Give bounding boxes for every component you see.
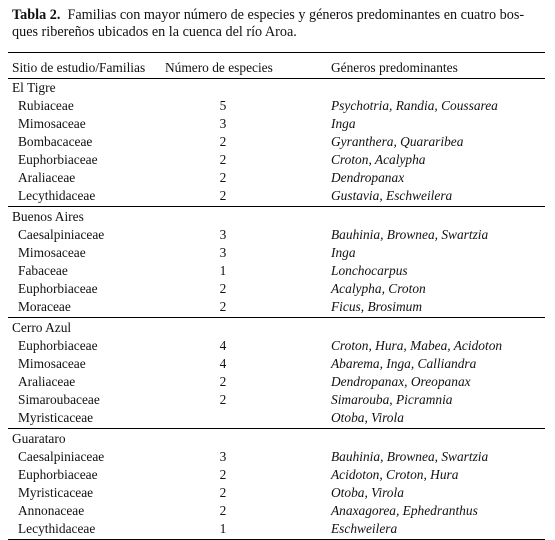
species-count: 3 [219,245,227,260]
table-header-row [0,59,555,77]
table-row [0,391,555,409]
table-row [0,244,555,262]
family-name: Araliaceae [18,374,76,389]
genera-names: Gustavia, Eschweilera [331,188,453,203]
family-name: Mimosaceae [18,116,86,131]
species-count: 4 [219,338,227,353]
species-count: 2 [219,170,227,185]
site-row [0,79,555,97]
genera-names: Croton, Acalypha [331,152,426,167]
site-name: Guarataro [12,431,66,446]
table-row [0,262,555,280]
site-name: Buenos Aires [12,209,84,224]
family-name: Mimosaceae [18,356,86,371]
table-row [0,169,555,187]
table-row [0,337,555,355]
species-count: 3 [219,227,227,242]
species-count: 4 [219,356,227,371]
genera-names: Bauhinia, Brownea, Swartzia [331,449,489,464]
site-name: El Tigre [12,80,56,95]
caption-text-1: Familias con mayor número de especies y géneros predominantes en cuatro bos- [67,7,525,23]
genera-names: Gyranthera, Quararibea [331,134,464,149]
caption-line-1 [12,7,547,24]
genera-names: Eschweilera [331,521,398,536]
family-name: Euphorbiaceae [18,338,98,353]
species-count: 3 [219,116,227,131]
genera-names: Dendropanax, Oreopanax [331,374,471,389]
genera-names: Ficus, Brosimum [331,299,423,314]
family-name: Lecythidaceae [18,188,96,203]
header-species-count: Número de especies [165,60,273,75]
table-row [0,355,555,373]
table-row [0,373,555,391]
species-count: 2 [219,392,227,407]
genera-names: Otoba, Virola [331,410,404,425]
species-count: 2 [219,374,227,389]
table-row [0,97,555,115]
family-name: Myristicaceae [18,410,94,425]
genera-names: Anaxagorea, Ephedranthus [331,503,478,518]
caption-text-2: ques ribereños ubicados en la cuenca del río Aroa. [12,24,297,40]
table-row [0,466,555,484]
table-row [0,298,555,316]
table-row [0,448,555,466]
table-row [0,520,555,538]
caption-label: Tabla 2. [12,7,61,23]
species-count: 2 [219,152,227,167]
header-site-families: Sitio de estudio/Familias [12,60,146,75]
caption-line-2 [12,24,547,41]
family-name: Simaroubaceae [18,392,100,407]
table-row [0,187,555,205]
site-name: Cerro Azul [12,320,72,335]
species-count: 2 [219,134,227,149]
species-count: 1 [219,263,227,278]
site-row [0,208,555,226]
family-name: Caesalpiniaceae [18,227,105,242]
species-count: 2 [219,281,227,296]
family-name: Bombacaceae [18,134,93,149]
family-name: Moraceae [18,299,71,314]
family-name: Euphorbiaceae [18,152,98,167]
genera-names: Otoba, Virola [331,485,404,500]
family-name: Araliaceae [18,170,76,185]
genera-names: Croton, Hura, Mabea, Acidoton [331,338,503,353]
table-row [0,133,555,151]
site-separator-rule [8,206,545,207]
genera-names: Acalypha, Croton [331,281,426,296]
species-count: 5 [219,98,227,113]
species-count: 2 [219,188,227,203]
species-count: 2 [219,503,227,518]
table-row [0,151,555,169]
site-row [0,430,555,448]
family-name: Euphorbiaceae [18,281,98,296]
species-count: 1 [219,521,227,536]
genera-names: Psychotria, Randia, Coussarea [331,98,498,113]
genera-names: Inga [331,245,356,260]
genera-names: Dendropanax [331,170,405,185]
table-row [0,502,555,520]
family-name: Fabaceae [18,263,68,278]
genera-names: Acidoton, Croton, Hura [331,467,459,482]
site-separator-rule [8,317,545,318]
table-row [0,115,555,133]
family-name: Lecythidaceae [18,521,96,536]
table-row [0,226,555,244]
table-row [0,484,555,502]
species-count: 2 [219,467,227,482]
species-count: 2 [219,485,227,500]
table-row [0,280,555,298]
top-rule [8,52,545,53]
family-name: Rubiaceae [18,98,74,113]
site-separator-rule [8,428,545,429]
site-row [0,319,555,337]
family-name: Euphorbiaceae [18,467,98,482]
family-name: Myristicaceae [18,485,94,500]
family-name: Caesalpiniaceae [18,449,105,464]
species-count: 2 [219,299,227,314]
genera-names: Bauhinia, Brownea, Swartzia [331,227,489,242]
genera-names: Inga [331,116,356,131]
table-row [0,409,555,427]
genera-names: Simarouba, Picramnia [331,392,453,407]
family-name: Mimosaceae [18,245,86,260]
table-caption [12,7,547,41]
family-name: Annonaceae [18,503,85,518]
genera-names: Abarema, Inga, Calliandra [331,356,477,371]
header-genera: Géneros predominantes [331,60,458,75]
species-count: 3 [219,449,227,464]
genera-names: Lonchocarpus [331,263,408,278]
